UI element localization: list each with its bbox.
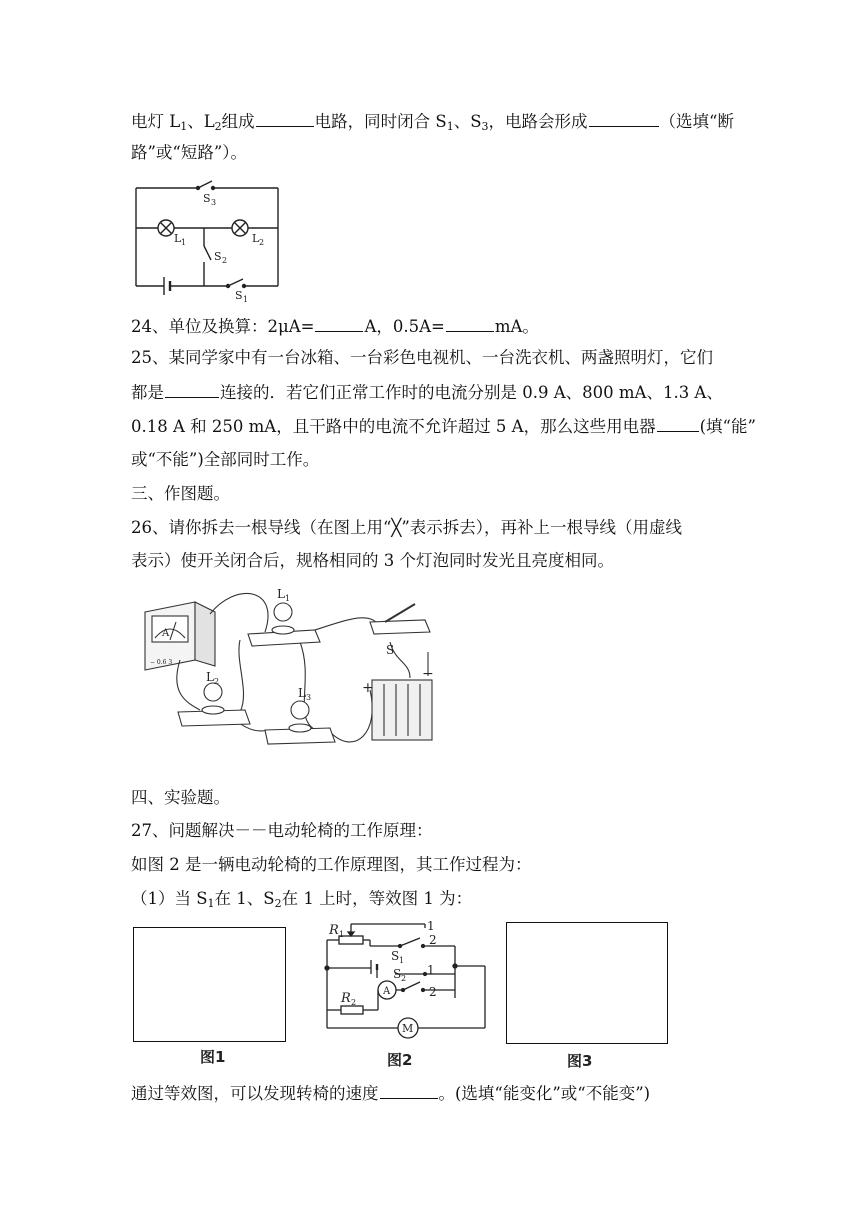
section-4-heading: 四、实验题。 — [131, 788, 230, 807]
answer-blank — [165, 380, 219, 398]
q25-line-4: 或“不能”)全部同时工作。 — [131, 450, 320, 469]
q24-line: 24、单位及换算：2μA= A，0.5A= mA。 — [131, 314, 731, 339]
answer-blank — [380, 1081, 438, 1099]
s1-terminal-1-label: 1 — [427, 919, 435, 933]
q23-line-2: 路”或“短路”）。 — [131, 143, 248, 162]
svg-text:1: 1 — [339, 930, 345, 939]
s2-terminal-1-label: 1 — [427, 963, 435, 977]
lamp-l2-label: L — [206, 670, 214, 684]
q26-physical-circuit — [140, 582, 440, 772]
svg-text:3: 3 — [306, 693, 312, 702]
q23-circuit-diagram — [128, 178, 288, 308]
svg-text:2: 2 — [259, 238, 265, 247]
svg-text:2: 2 — [214, 677, 220, 686]
svg-text:1: 1 — [181, 238, 187, 247]
figure-3-caption: 图3 — [567, 1052, 593, 1070]
q25-line-1: 25、某同学家中有一台冰箱、一台彩色电视机、一台洗衣机、两盏照明灯，它们 — [131, 348, 713, 367]
resistor-r1-label: R — [329, 923, 339, 938]
svg-text:1: 1 — [399, 956, 405, 965]
q27-line-1: 27、问题解决－－电动轮椅的工作原理： — [131, 821, 433, 840]
switch-s1-label: S — [235, 289, 243, 302]
svg-text:2: 2 — [351, 998, 357, 1007]
ammeter-label: A — [162, 628, 170, 639]
svg-text:3: 3 — [211, 198, 217, 207]
q26-line-1: 26、请你拆去一根导线（在图上用“╳”表示拆去），再补上一根导线（用虚线 — [131, 518, 683, 537]
figure-3-box — [506, 922, 668, 1044]
figure-2-caption: 图2 — [387, 1051, 413, 1069]
switch-s3-label: S — [203, 192, 211, 205]
q23-line-1: 电灯 $L_1$、$L_2$组成 电路，同时闭合 $S_1$、$S_3$，电路会形成 （选填“断 — [131, 109, 731, 134]
ammeter-label: A — [383, 986, 391, 997]
q27-line-4: 通过等效图，可以发现转椅的速度 。(选填“能变化”或“不能变”) — [131, 1081, 731, 1106]
figure-1-box — [133, 927, 286, 1042]
lamp-l3-label: L — [298, 686, 306, 700]
motor-label: M — [402, 1022, 414, 1035]
lamp-l2-label: L — [252, 232, 260, 245]
switch-s1-label: S — [391, 949, 400, 963]
switch-s2-label: S — [393, 967, 402, 981]
q26-line-2: 表示）使开关闭合后，规格相同的 3 个灯泡同时发光且亮度相同。 — [131, 551, 614, 570]
answer-blank — [657, 414, 699, 432]
q27-line-2: 如图 2 是一辆电动轮椅的工作原理图，其工作过程为： — [131, 855, 532, 874]
lamp-l1-label: L — [277, 587, 285, 601]
answer-blank — [256, 109, 314, 127]
svg-text:1: 1 — [285, 594, 291, 603]
battery-plus-label: + — [362, 680, 374, 696]
switch-s-label: S — [386, 643, 395, 657]
figure-2-wheelchair-circuit — [305, 918, 495, 1048]
section-3-heading: 三、作图题。 — [131, 484, 230, 503]
s2-terminal-2-label: 2 — [429, 985, 437, 999]
q25-line-3: 0.18 A 和 250 mA，且干路中的电流不允许超过 5 A，那么这些用电器 (填“能” — [131, 414, 731, 439]
figure-1-caption: 图1 — [200, 1048, 226, 1066]
s1-terminal-2-label: 2 — [429, 933, 437, 947]
answer-blank — [446, 314, 494, 332]
resistor-r2-label: R — [341, 991, 351, 1006]
answer-blank — [315, 314, 363, 332]
ammeter-scale: − 0.6 3 — [150, 659, 173, 666]
lamp-l1-label: L — [174, 232, 182, 245]
battery-minus-label: − — [422, 666, 434, 682]
switch-s2-label: S — [214, 250, 222, 263]
svg-text:1: 1 — [243, 295, 249, 304]
q25-line-2: 都是 连接的．若它们正常工作时的电流分别是 0.9 A、800 mA、1.3 A、 — [131, 380, 731, 405]
svg-text:2: 2 — [401, 974, 407, 983]
svg-text:2: 2 — [222, 256, 228, 265]
answer-blank — [589, 109, 659, 127]
q27-line-3: （1）当 $S_1$在 1、$S_2$在 1 上时，等效图 1 为： — [131, 889, 473, 910]
